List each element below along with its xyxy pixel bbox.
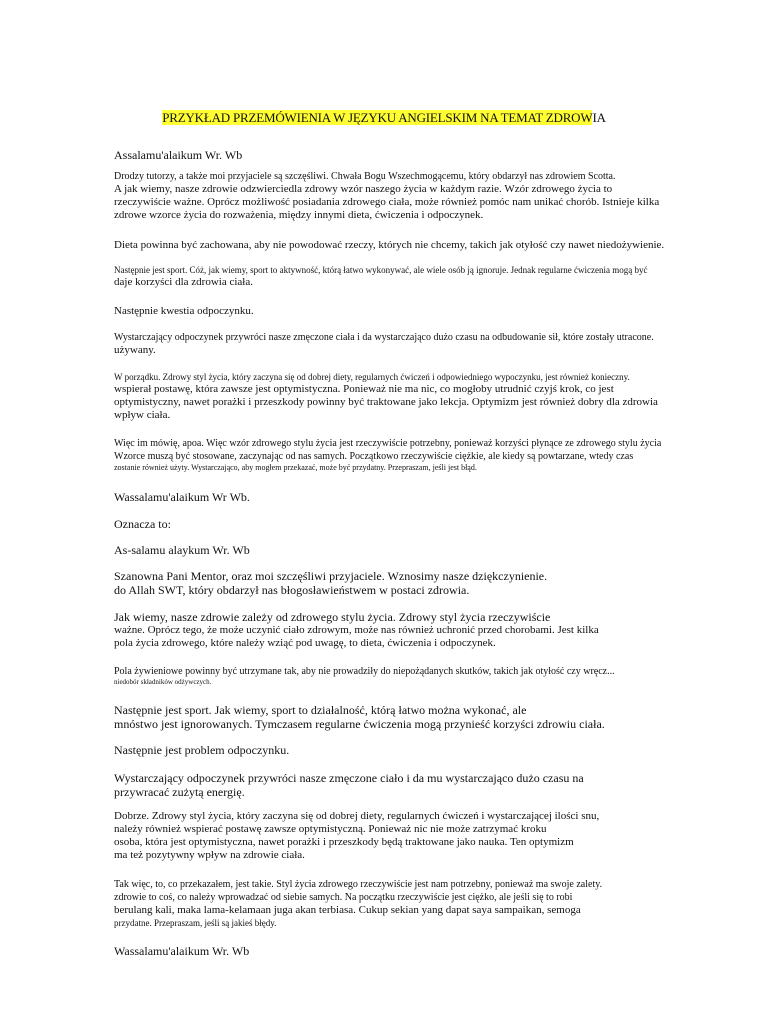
paragraph-q1 (114, 569, 714, 597)
paragraph-7 (114, 437, 714, 473)
text-line: ważne. Oprócz tego, że może uczynić ciało zdrowym, może nas również uchronić przed chorobami. Jest kilka (114, 624, 599, 636)
text-line: Następnie jest sport. Cóż, jak wiemy, sport to aktywność, którą łatwo wykonywać, ale wiele osób ją ignoruje. Jednak regularne ćwiczenia mogą być (114, 265, 648, 275)
text-line: używany. (114, 344, 156, 356)
paragraph-1 (114, 171, 714, 222)
paragraph-q5: Następnie jest problem odpoczynku. (114, 743, 290, 757)
text-line: W porządku. Zdrowy styl życia, który zaczyna się od dobrej diety, regularnych ćwiczeń i odpowiedniego wypoczynku, jest również konieczny. (114, 372, 630, 382)
paragraph-4: Następnie kwestia odpoczynku. (114, 305, 254, 317)
text-line: zdrowie to coś, co należy wprowadzać od siebie samych. Na początku rzeczywiście jest ciężko, ale jeśli się to robi (114, 892, 573, 903)
greeting-2: As-salamu alaykum Wr. Wb (114, 543, 250, 557)
text-line: osoba, która jest optymistyczna, nawet porażki i przeszkody będą traktowane jako nauka. Ten optymizm (114, 836, 574, 848)
text-line: przywracać zużytą energię. (114, 785, 245, 799)
paragraph-q2 (114, 610, 714, 650)
paragraph-2: Dieta powinna być zachowana, aby nie powodować rzeczy, których nie chcemy, takich jak otyłość czy nawet niedożywienie. (114, 239, 665, 251)
means-heading: Oznacza to: (114, 517, 171, 531)
paragraph-5 (114, 331, 714, 357)
text-line: do Allah SWT, który obdarzył nas błogosławieństwem w postaci zdrowia. (114, 583, 470, 597)
text-line: optymistyczny, nawet porażki i przeszkody powinny być traktowane jako lekcja. Optymizm jest również dobry dla zdrowia (114, 396, 658, 408)
text-line: berulang kali, maka lama-kelamaan juga akan terbiasa. Cukup sekian yang dapat saya sampaikan, semoga (114, 904, 581, 916)
text-line: Wystarczający odpoczynek przywróci nasze zmęczone ciało i da mu wystarczająco dużo czasu na (114, 771, 584, 785)
closing-1: Wassalamu'alaikum Wr Wb. (114, 490, 250, 504)
text-line: niedobór składników odżywczych. (114, 678, 212, 686)
text-line: przydatne. Przepraszam, jeśli są jakieś błędy. (114, 918, 277, 928)
text-line: Jak wiemy, nasze zdrowie zależy od zdrowego stylu życia. Zdrowy styl życia rzeczywiście (114, 610, 551, 624)
text-line: należy również wspierać postawę zawsze optymistyczną. Ponieważ nic nie może zatrzymać kroku (114, 823, 547, 835)
paragraph-q7 (114, 810, 714, 862)
paragraph-6 (114, 371, 714, 422)
text-line: Pola żywieniowe powinny być utrzymane tak, aby nie prowadziły do niepożądanych skutków, takich jak otyłość czy wręcz... (114, 666, 615, 677)
text-line: Więc im mówię, apoa. Więc wzór zdrowego stylu życia jest rzeczywiście potrzebny, ponieważ korzyści płynące ze zdrowego stylu życia (114, 438, 662, 449)
document-title (0, 110, 768, 126)
paragraph-3 (114, 264, 714, 289)
paragraph-q8 (114, 878, 714, 929)
text-line: Tak więc, to, co przekazałem, jest takie. Styl życia zdrowego rzeczywiście jest nam potrzebny, ponieważ ma swoje zalety. (114, 879, 603, 890)
greeting: Assalamu'alaikum Wr. Wb (114, 148, 243, 162)
text-line: A jak wiemy, nasze zdrowie odzwierciedla zdrowy wzór naszego życia w każdym razie. Wzór zdrowego życia to (114, 183, 613, 195)
paragraph-q3 (114, 665, 714, 687)
closing-2: Wassalamu'alaikum Wr. Wb (114, 944, 250, 958)
text-line: zostanie również użyty. Wystarczająco, aby mogłem przekazać, może być przydatny. Przepraszam, jeśli jest błąd. (114, 463, 477, 472)
text-line: daje korzyści dla zdrowia ciała. (114, 276, 253, 288)
title-rest: IA (592, 110, 606, 125)
text-line: rzeczywiście ważne. Oprócz możliwość posiadania zdrowego ciała, może również pomóc nam unikać chorób. Istnieje kilka (114, 196, 660, 208)
text-line: pola życia zdrowego, które należy wziąć pod uwagę, to dieta, ćwiczenia i odpoczynek. (114, 637, 496, 649)
text-line: ma też pozytywny wpływ na zdrowie ciała. (114, 849, 305, 861)
text-line: Drodzy tutorzy, a także moi przyjaciele są szczęśliwi. Chwała Bogu Wszechmogącemu, który obdarzył nas zdrowiem Scotta. (114, 171, 616, 182)
text-line: Następnie jest sport. Jak wiemy, sport to działalność, którą łatwo można wykonać, ale (114, 703, 527, 717)
text-line: zdrowe wzorce życia do rozważenia, między innymi dieta, ćwiczenia i odpoczynek. (114, 209, 484, 221)
paragraph-q4 (114, 703, 714, 731)
text-line: wspierał postawę, która zawsze jest optymistyczna. Ponieważ nie ma nic, co mogłoby utrudnić czyjś krok, co jest (114, 383, 614, 395)
text-line: Dobrze. Zdrowy styl życia, który zaczyna się od dobrej diety, regularnych ćwiczeń i wystarczającej ilości snu, (114, 810, 600, 822)
paragraph-q6 (114, 771, 714, 799)
text-line: mnóstwo jest ignorowanych. Tymczasem regularne ćwiczenia mogą przynieść korzyści zdrowiu ciała. (114, 717, 605, 731)
text-line: Wystarczający odpoczynek przywróci nasze zmęczone ciała i da wystarczająco dużo czasu na odbudowanie sił, które zostały utracone. (114, 332, 654, 343)
text-line: Wzorce muszą być stosowane, zaczynając od nas samych. Początkowo rzeczywiście ciężkie, ale kiedy są powtarzane, wtedy czas (114, 451, 634, 462)
text-line: wpływ ciała. (114, 409, 171, 421)
title-highlight: PRZYKŁAD PRZEMÓWIENIA W JĘZYKU ANGIELSKIM NA TEMAT ZDROW (162, 110, 593, 125)
text-line: Szanowna Pani Mentor, oraz moi szczęśliwi przyjaciele. Wznosimy nasze dziękczynienie. (114, 569, 548, 583)
